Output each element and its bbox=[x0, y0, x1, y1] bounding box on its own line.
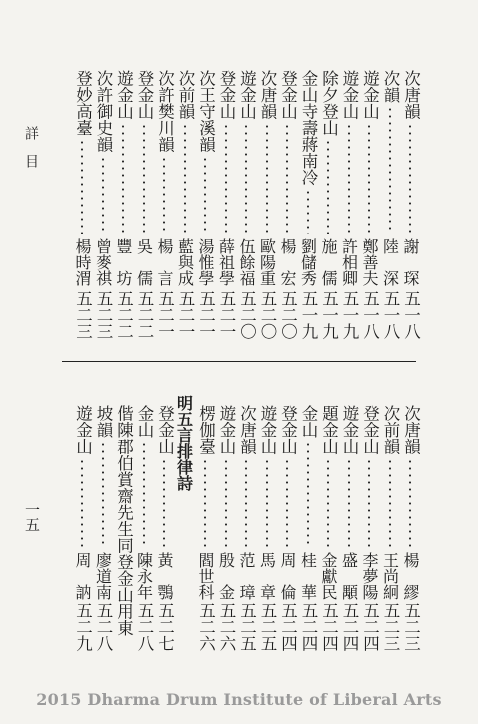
entry-page-number: 五二六 bbox=[196, 602, 216, 652]
entry-page-number: 五二二 bbox=[114, 290, 134, 340]
entry-page-number: 五二三 bbox=[381, 602, 400, 652]
entry-page-number: 五一八 bbox=[401, 290, 421, 340]
entry-page-number: 五二六 bbox=[217, 602, 236, 652]
entry-title: 次唐韻 bbox=[401, 70, 421, 120]
dot-leader bbox=[163, 458, 165, 549]
entry-page-number: 五二〇 bbox=[278, 290, 298, 340]
entry-title: 次許樊川韻 bbox=[155, 70, 175, 153]
entry-page-number: 五二一 bbox=[176, 290, 195, 340]
dot-leader bbox=[143, 123, 145, 235]
dot-leader bbox=[389, 106, 391, 234]
dot-leader bbox=[266, 123, 268, 235]
entry-page-number: 五二一 bbox=[217, 290, 236, 340]
dot-leader bbox=[225, 458, 227, 549]
entry-author: 曾麥祺 bbox=[93, 238, 113, 286]
entry-page-number: 五二四 bbox=[319, 602, 339, 652]
entry-author: 殷 金 bbox=[216, 552, 236, 600]
entry-author: 馬 章 bbox=[257, 552, 277, 600]
dot-leader bbox=[184, 123, 186, 235]
entry-title: 金山 bbox=[135, 405, 154, 438]
entry-author: 李夢陽 bbox=[360, 552, 379, 600]
dot-leader bbox=[143, 441, 145, 548]
dot-leader bbox=[122, 123, 124, 235]
entry-author: 楊 繆 bbox=[401, 552, 420, 600]
entry-author: 湯惟學 bbox=[196, 238, 215, 286]
dot-leader bbox=[348, 458, 350, 549]
entry-author: 薛祖學 bbox=[216, 238, 236, 286]
entry-title: 金山寺壽蔣南冷 bbox=[299, 70, 318, 186]
entry-page-number: 五二八 bbox=[94, 602, 113, 652]
entry-author: 閻世科 bbox=[196, 552, 215, 600]
entry-title: 登金山 bbox=[278, 405, 298, 455]
entry-author: 許相卿 bbox=[339, 238, 359, 286]
entry-title: 登妙高臺 bbox=[73, 70, 93, 136]
entry-author: 周 倫 bbox=[278, 552, 297, 600]
entry-title: 次唐韻 bbox=[258, 70, 277, 120]
entry-title: 題金山 bbox=[319, 405, 339, 455]
entry-author: 陳永年 bbox=[134, 552, 154, 600]
running-header: 詳 目 bbox=[23, 126, 39, 168]
entry-page-number: 五二二 bbox=[135, 290, 154, 340]
dot-leader bbox=[409, 123, 411, 235]
section-divider bbox=[62, 361, 416, 362]
dot-leader bbox=[102, 441, 104, 548]
entry-author: 楊時渭 bbox=[73, 238, 92, 286]
entry-page-number: 五二四 bbox=[278, 602, 298, 652]
dot-leader bbox=[389, 458, 391, 549]
entry-page-number: 五二一 bbox=[196, 290, 216, 340]
entry-author: 黃 鶚 bbox=[155, 552, 174, 600]
dot-leader bbox=[286, 458, 288, 549]
page-number: 一五 bbox=[23, 502, 41, 532]
entry-page-number: 五二一 bbox=[155, 290, 175, 340]
entry-author: 伍餘福 bbox=[237, 238, 256, 286]
entry-title: 登金山 bbox=[155, 405, 175, 455]
entry-author: 金獻民 bbox=[319, 552, 338, 600]
entry-title: 遊金山 bbox=[258, 405, 277, 455]
dot-leader bbox=[245, 123, 247, 235]
entry-page-number: 五二五 bbox=[237, 602, 257, 652]
entry-page-number: 五二四 bbox=[299, 602, 318, 652]
dot-leader bbox=[204, 156, 206, 235]
entry-page-number: 五二七 bbox=[155, 602, 175, 652]
dot-leader bbox=[327, 458, 329, 549]
entry-page-number: 五一八 bbox=[381, 290, 400, 340]
entry-title: 次韻 bbox=[381, 70, 400, 103]
dot-leader bbox=[409, 458, 411, 549]
entry-page-number: 五一九 bbox=[299, 290, 318, 340]
entry-author: 周 訥 bbox=[73, 552, 92, 600]
entry-title: 次前韻 bbox=[381, 405, 400, 455]
watermark-footer: 2015 Dharma Drum Institute of Liberal Arts bbox=[36, 690, 442, 709]
entry-author: 謝 琛 bbox=[401, 238, 420, 286]
entry-title: 楞伽臺 bbox=[196, 405, 216, 455]
entry-author: 廖道南 bbox=[93, 552, 113, 600]
entry-page-number: 五二〇 bbox=[237, 290, 257, 340]
entry-author: 楊 言 bbox=[155, 238, 174, 286]
dot-leader bbox=[307, 441, 309, 548]
entry-title: 登金山 bbox=[278, 70, 298, 120]
entry-title: 金山 bbox=[299, 405, 318, 438]
entry-author: 豐 坊 bbox=[114, 238, 133, 286]
dot-leader bbox=[81, 458, 83, 549]
entry-page-number: 五二三 bbox=[94, 290, 113, 340]
dot-leader bbox=[266, 458, 268, 549]
entry-author: 藍與成 bbox=[175, 238, 195, 286]
dot-leader bbox=[327, 139, 329, 234]
entry-title: 偕陳郡伯賞齋先生同登金山用東 bbox=[114, 405, 134, 636]
entry-page-number: 五二九 bbox=[73, 602, 93, 652]
entry-author: 盛 顒 bbox=[339, 552, 359, 600]
entry-title: 次唐韻 bbox=[401, 405, 421, 455]
entry-title: 登金山 bbox=[135, 70, 154, 120]
entry-page-number: 五二三 bbox=[401, 602, 421, 652]
entry-page-number: 五二四 bbox=[360, 602, 380, 652]
entry-title: 遊金山 bbox=[217, 405, 236, 455]
dot-leader bbox=[163, 156, 165, 235]
entry-title: 次前韻 bbox=[176, 70, 195, 120]
entry-author: 吳 儒 bbox=[134, 238, 154, 286]
entry-page-number: 五一八 bbox=[360, 290, 380, 340]
entry-author: 施 儒 bbox=[319, 238, 338, 286]
entry-author: 歐陽重 bbox=[257, 238, 277, 286]
entry-title: 遊金山 bbox=[340, 405, 359, 455]
entry-author: 鄭善夫 bbox=[360, 238, 379, 286]
entry-page-number: 五二五 bbox=[258, 602, 277, 652]
entry-title: 登金山 bbox=[360, 405, 380, 455]
entry-title: 遊金山 bbox=[340, 70, 359, 120]
entry-title: 次許御史韻 bbox=[94, 70, 113, 153]
entry-page-number: 五二〇 bbox=[258, 290, 277, 340]
entry-author: 范 璋 bbox=[237, 552, 256, 600]
entry-title: 遊金山 bbox=[360, 70, 380, 120]
entry-title: 遊金山 bbox=[73, 405, 93, 455]
dot-leader bbox=[368, 123, 370, 235]
entry-author: 楊 宏 bbox=[278, 238, 297, 286]
entry-page-number: 五一九 bbox=[319, 290, 339, 340]
dot-leader bbox=[368, 458, 370, 549]
entry-author: 劉儲秀 bbox=[298, 238, 318, 286]
entry-title: 登金山 bbox=[217, 70, 236, 120]
entry-page-number: 五二四 bbox=[340, 602, 359, 652]
dot-leader bbox=[307, 189, 309, 235]
dot-leader bbox=[81, 139, 83, 234]
dot-leader bbox=[225, 123, 227, 235]
dot-leader bbox=[102, 156, 104, 235]
dot-leader bbox=[204, 458, 206, 549]
entry-author: 桂 華 bbox=[298, 552, 318, 600]
dot-leader bbox=[245, 458, 247, 549]
entry-page-number: 五二八 bbox=[135, 602, 154, 652]
entry-title: 次唐韻 bbox=[237, 405, 257, 455]
entry-author: 王尚絅 bbox=[380, 552, 400, 600]
entry-title: 次王守溪韻 bbox=[196, 70, 216, 153]
entry-page-number: 五二三 bbox=[73, 290, 93, 340]
entry-title: 遊金山 bbox=[114, 70, 134, 120]
dot-leader bbox=[348, 123, 350, 235]
dot-leader bbox=[286, 123, 288, 235]
entry-title: 坡韻 bbox=[94, 405, 113, 438]
entry-title: 除夕登山 bbox=[319, 70, 339, 136]
section-heading: 明五言排律詩 bbox=[174, 395, 194, 491]
entry-page-number: 五一九 bbox=[340, 290, 359, 340]
entry-title: 遊金山 bbox=[237, 70, 257, 120]
entry-author: 陸 深 bbox=[380, 238, 400, 286]
